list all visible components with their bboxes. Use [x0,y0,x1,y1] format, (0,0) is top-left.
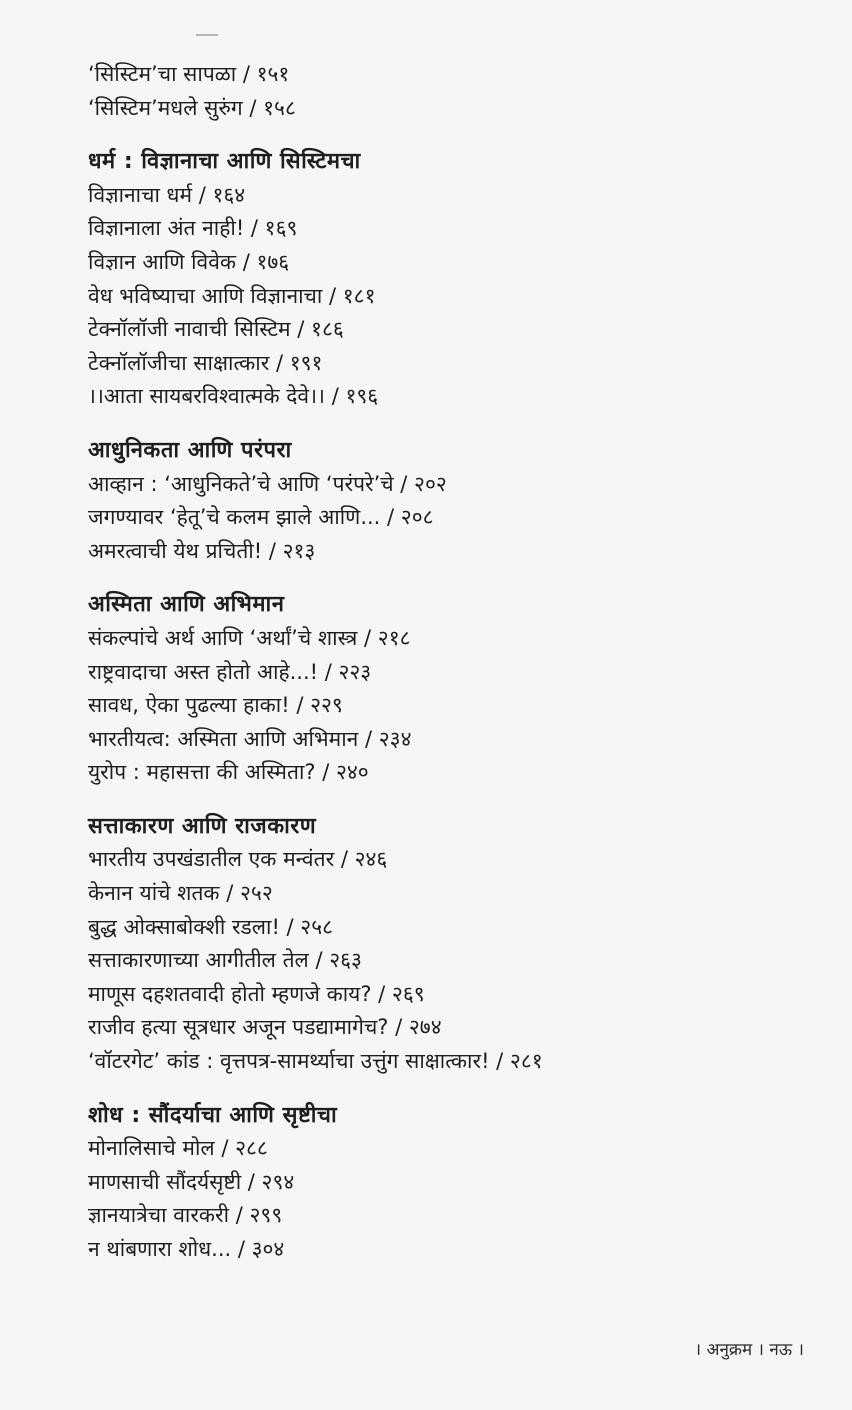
toc-entry: केनान यांचे शतक / २५२ [88,881,273,906]
toc-entry: न थांबणारा शोध... / ३०४ [88,1237,285,1261]
toc-section-adhunikta [88,434,788,568]
toc-entry: मोनालिसाचे मोल / २८८ [88,1136,268,1161]
toc-entry: विज्ञानाचा धर्म / १६४ [88,182,246,207]
page-footer: । अनुक्रम । नऊ । [694,1340,804,1360]
toc-entry: भारतीयत्व: अस्मिता आणि अभिमान / २३४ [88,726,412,751]
toc-entry: माणूस दहशतवादी होतो म्हणजे काय? / २६९ [88,981,425,1006]
toc-entry: टेक्नॉलॉजी नावाची सिस्टिम / १८६ [88,317,344,342]
toc-entry: आव्हान : ‘आधुनिकते’चे आणि ‘परंपरे’चे / २०२ [88,471,447,496]
toc-entry: जगण्यावर ‘हेतू’चे कलम झाले आणि... / २०८ [88,505,434,530]
toc-entry: सावध, ऐका पुढल्या हाका! / २२९ [88,693,343,718]
toc-entry: विज्ञानाला अंत नाही! / १६९ [88,216,298,241]
toc-entry: बुद्ध ओक्साबोक्शी रडला! / २५८ [88,914,334,939]
toc-entry: ‘सिस्टिम’मधले सुरुंग / १५८ [88,95,296,120]
toc-entry: टेक्नॉलॉजीचा साक्षात्कार / १९१ [88,350,323,375]
toc-section-asmita [88,588,788,790]
section-heading: आधुनिकता आणि परंपरा [88,437,292,463]
toc-section-dharma [88,145,788,414]
table-of-contents [88,58,788,1267]
toc-section-shodh [88,1099,788,1267]
toc-entry: सत्ताकारणाच्या आगीतील तेल / २६३ [88,948,362,973]
toc-entry: राष्ट्रवादाचा अस्त होतो आहे...! / २२३ [88,659,372,684]
section-heading: अस्मिता आणि अभिमान [88,592,285,618]
toc-entry: संकल्पांचे अर्थ आणि ‘अर्थां’चे शास्त्र / २१८ [88,625,411,650]
toc-entry: भारतीय उपखंडातील एक मन्वंतर / २४६ [88,847,388,872]
toc-entry: अमरत्वाची येथ प्रचिती! / २१३ [88,538,316,563]
toc-entry: ‘सिस्टिम’चा सापळा / १५१ [88,62,290,86]
section-heading: धर्म : विज्ञानाचा आणि सिस्टिमचा [88,149,361,175]
toc-section-sattakaran [88,810,788,1079]
toc-entry: ‘वॉटरगेट’ कांड : वृत्तपत्र-सामर्थ्याचा उत्तुंग साक्षात्कार! / २८१ [88,1049,543,1074]
toc-entry: माणसाची सौंदर्यसृष्टी / २९४ [88,1169,295,1194]
section-heading: शोध : सौंदर्याचा आणि सृष्टीचा [88,1102,338,1128]
toc-entry: ज्ञानयात्रेचा वारकरी / २९९ [88,1203,283,1228]
toc-entry: ।।आता सायबरविश्वात्मके देवे।। / १९६ [88,384,379,409]
toc-section-continued [88,58,788,125]
top-edge-mark [196,34,218,36]
toc-entry: वेध भविष्याचा आणि विज्ञानाचा / १८१ [88,283,376,308]
toc-entry: युरोप : महासत्ता की अस्मिता? / २४० [88,760,369,785]
toc-entry: राजीव हत्या सूत्रधार अजून पडद्यामागेच? / २७४ [88,1015,442,1040]
section-heading: सत्ताकारण आणि राजकारण [88,813,317,839]
toc-entry: विज्ञान आणि विवेक / १७६ [88,249,290,274]
